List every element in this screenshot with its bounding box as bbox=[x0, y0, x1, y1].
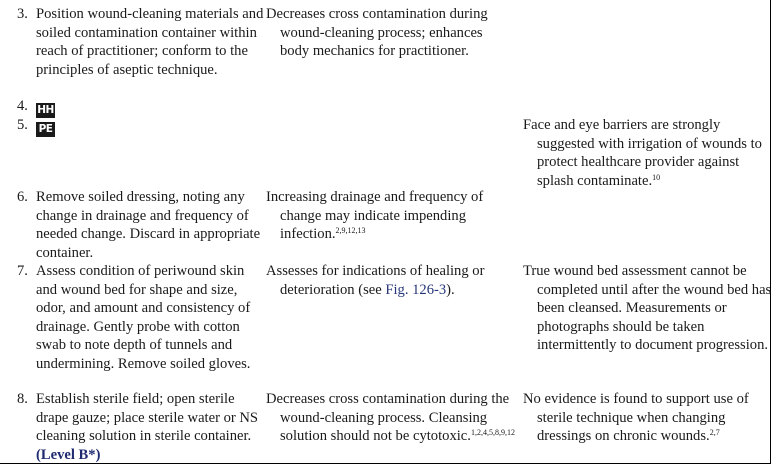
citation: 10 bbox=[652, 172, 661, 182]
action-text: Position wound-cleaning materials and soiled contamination container within reach of practitioner; conform to the principles of aseptic technique. bbox=[36, 6, 264, 78]
note-text: No evidence is found to support use of sterile technique when changing dressings on chronic wounds. bbox=[523, 391, 749, 445]
rationale-text: Decreases cross contamination during the wound-cleaning process. Cleansing solution should not be cytotoxic. bbox=[266, 391, 510, 445]
note-text: True wound bed assessment cannot be completed until after the wound bed has been cleansed. Measurements or photographs should be taken intermittently to document progression. bbox=[523, 263, 771, 354]
rationale-text: Assesses for indications of healing or deterioration (see bbox=[266, 263, 485, 298]
rationale-block bbox=[266, 262, 520, 299]
note-cell bbox=[523, 390, 766, 446]
action-block bbox=[36, 390, 261, 464]
citation: 2,9,12,13 bbox=[335, 226, 366, 236]
rationale-block bbox=[266, 390, 515, 446]
action-cell bbox=[17, 188, 261, 262]
step-number: 5. bbox=[17, 117, 28, 133]
figure-link[interactable]: Fig. 126-3 bbox=[385, 281, 447, 298]
rationale-block bbox=[266, 188, 515, 244]
action-text: Assess condition of periwound skin and wound bed for shape and size, odor, and amount and consistency of drainage. Gently probe with cotton swab to note depth of tunnels and undermining. Remove soiled gloves. bbox=[36, 263, 251, 372]
action-cell bbox=[17, 5, 264, 79]
citation: 2,7 bbox=[709, 428, 720, 438]
action-text: Remove soiled dressing, noting any change in drainage and frequency of needed change. Discard in appropriate container. bbox=[36, 189, 261, 261]
rationale-text: Increasing drainage and frequency of change may indicate impending infection. bbox=[266, 189, 484, 243]
step-number: 7. bbox=[17, 263, 28, 279]
step-number: 8. bbox=[17, 391, 28, 407]
action-cell bbox=[17, 116, 257, 137]
note-cell bbox=[523, 116, 766, 190]
step-number: 3. bbox=[17, 6, 28, 22]
action-text: Establish sterile field; open sterile drape gauze; place sterile water or NS cleaning solution in sterile container. bbox=[36, 391, 259, 445]
rationale-cell bbox=[266, 390, 515, 446]
citation: 1,2,4,5,8,9,12 bbox=[470, 428, 515, 438]
action-cell bbox=[17, 262, 257, 374]
step-number: 6. bbox=[17, 189, 28, 205]
note-block bbox=[523, 390, 771, 446]
rationale-cell bbox=[266, 5, 511, 61]
step-number: 4. bbox=[17, 98, 28, 114]
action-cell bbox=[17, 390, 257, 464]
hand-hygiene-icon: HH bbox=[37, 104, 54, 116]
note-text: Face and eye barriers are strongly suggested with irrigation of wounds to protect healthcare provider against splash contaminate. bbox=[523, 117, 762, 189]
rationale-text: Decreases cross contamination during wound-cleaning process; enhances body mechanics for practitioner. bbox=[266, 6, 488, 60]
evidence-level: (Level B*) bbox=[36, 446, 101, 463]
note-cell bbox=[523, 262, 771, 355]
rationale-cell bbox=[266, 262, 511, 299]
action-cell bbox=[17, 97, 257, 118]
rationale-cell bbox=[266, 188, 511, 244]
note-block bbox=[523, 116, 771, 190]
protective-equipment-icon: PE bbox=[36, 122, 55, 137]
rationale-text-end: ). bbox=[446, 281, 455, 298]
